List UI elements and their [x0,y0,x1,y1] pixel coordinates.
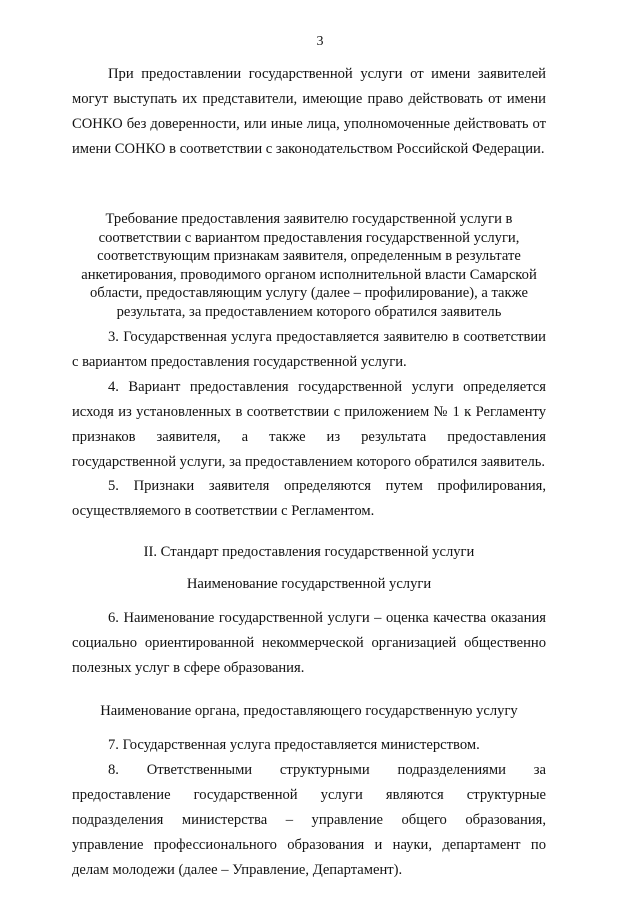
paragraph-5: 5. Признаки заявителя определяются путем профилирования, осуществляемого в соответствии с Регламентом. [72,478,546,519]
heading-providing-authority: Наименование органа, предоставляющего государственную услугу [100,703,518,719]
page-number: 3 [316,34,324,49]
heading-variant-requirement: Требование предоставления заявителю государственной услуги в соответствии с вариантом предоставления государственной услуги, соответствующим признакам заявителя, определенным в результате анкетирования, проводимого органом исполнительной власти Самарской области, предоставляющим услугу (далее – профилирование), а также результата, за предоставлением которого обратился заявитель [81,211,537,320]
paragraph-6: 6. Наименование государственной услуги – оценка качества оказания социально ориентированной некоммерческой организацией общественно полезных услуг в сфере образования. [72,610,546,676]
section-heading-standard: II. Стандарт предоставления государственной услуги [143,544,475,560]
heading-service-name: Наименование государственной услуги [186,576,432,592]
paragraph-4: 4. Вариант предоставления государственной услуги определяется исходя из установленных в соответствии с приложением № 1 к Регламенту признаков заявителя, а также из результата предоставления государственной услуги, за предоставлением которого обратился заявитель. [72,379,546,470]
paragraph-7: 7. Государственная услуга предоставляется министерством. [108,737,480,753]
paragraph-representatives: При предоставлении государственной услуги от имени заявителей могут выступать их представители, имеющие право действовать от имени СОНКО без доверенности, или иные лица, уполномоченные действовать от имени СОНКО в соответствии с законодательством Российской Федерации. [72,66,546,157]
paragraph-3: 3. Государственная услуга предоставляется заявителю в соответствии с вариантом предоставления государственной услуги. [72,329,546,370]
paragraph-8: 8. Ответственными структурными подразделениями за предоставление государственной услуги являются структурные подразделения министерства – управление общего образования, управление профессионального образования и науки, департамент по делам молодежи (далее – Управление, Департамент). [72,762,546,878]
